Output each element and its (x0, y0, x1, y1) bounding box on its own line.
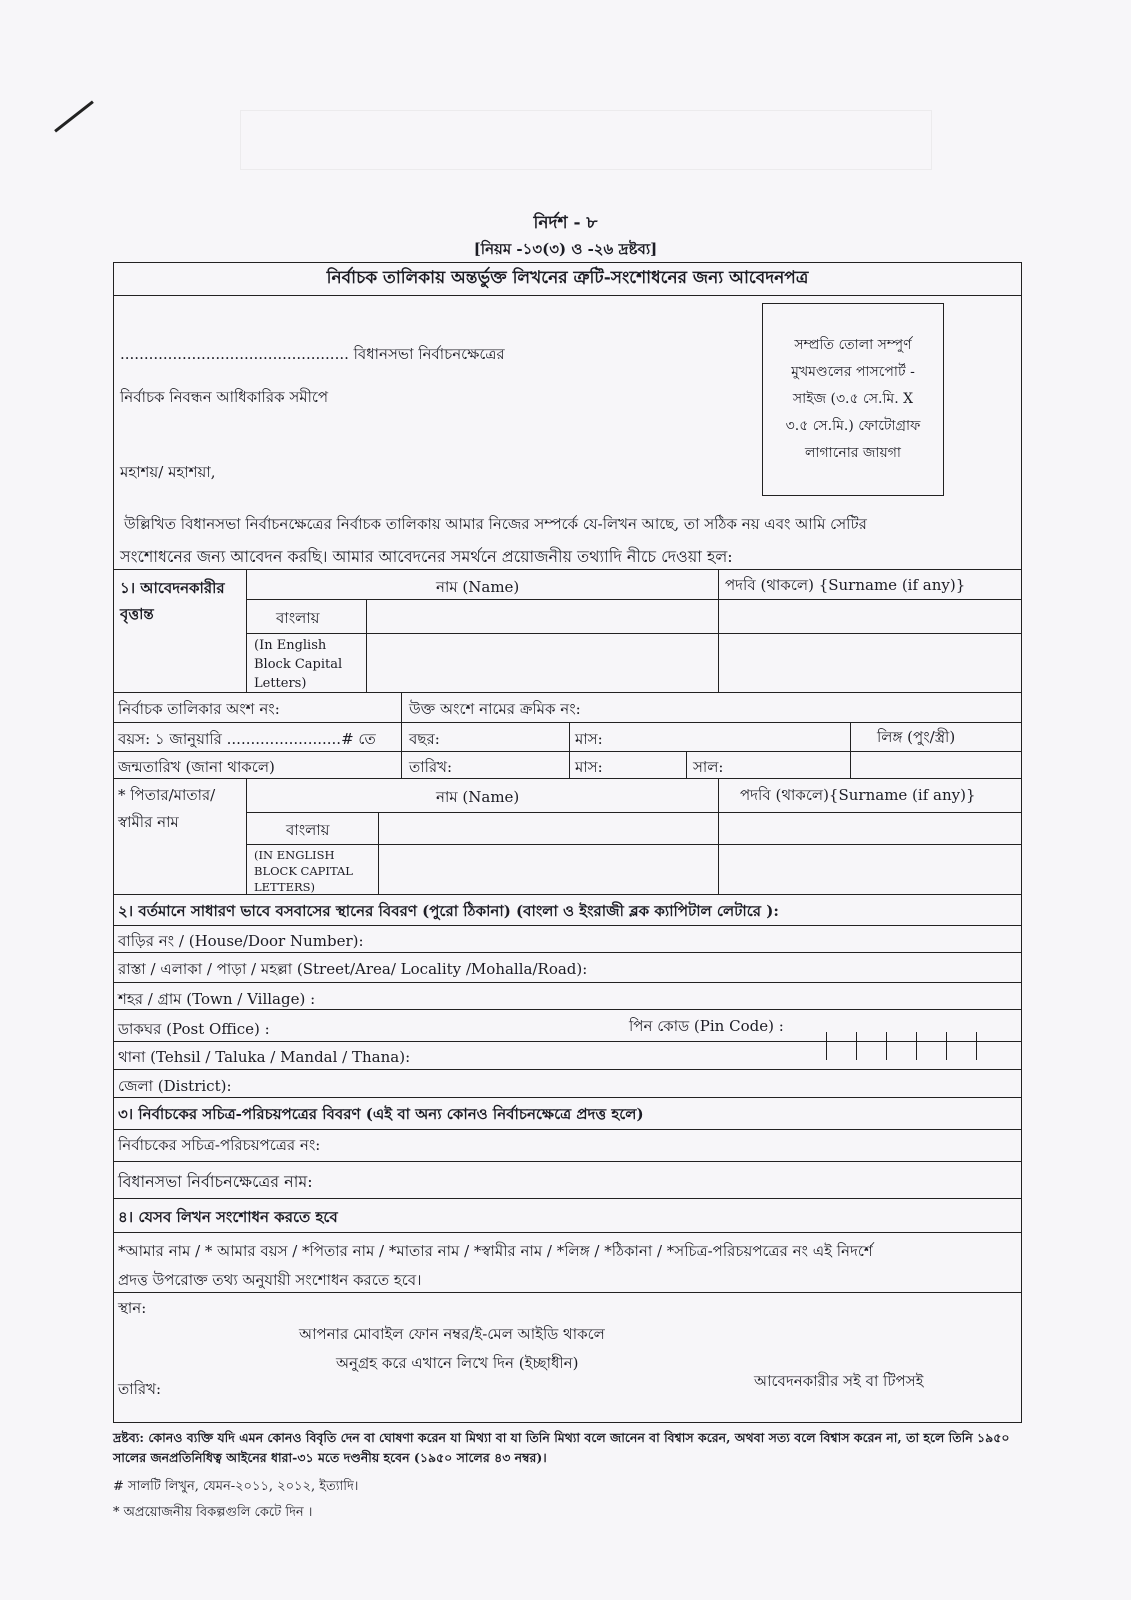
dob-year-field[interactable]: সাল: (693, 758, 724, 776)
constituency-name-field[interactable]: বিধানসভা নির্বাচনক্ষেত্রের নাম: (118, 1172, 313, 1191)
surname-bangla-field[interactable] (719, 600, 1019, 632)
surname-header: পদবি (থাকলে) {Surname (if any)} (725, 576, 966, 594)
english-label-3: Letters) (254, 676, 307, 691)
name-english-field[interactable] (367, 634, 717, 691)
relative-name-header: নাম (Name) (436, 788, 520, 806)
salutation: মহাশয়/ মহাশয়া, (120, 463, 216, 481)
relative-surname-bangla-field[interactable] (719, 813, 1019, 843)
correction-options[interactable]: *আমার নাম / * আমার বয়স / *পিতার নাম / *মাতার নাম / *স্বামীর নাম / *লিঙ্গ / *ঠিকানা / *সচিত্র-পরিচয়পত্রের নং এই নিদর্শে (118, 1242, 873, 1260)
pin-box-4[interactable] (916, 1032, 947, 1060)
year-note: # সালটি লিখুন, যেমন-২০১১, ২০১২, ইত্যাদি। (113, 1479, 359, 1494)
pen-mark (54, 101, 94, 133)
age-month-field[interactable]: মাস: (575, 730, 603, 748)
thana-field[interactable]: থানা (Tehsil / Taluka / Mandal / Thana): (118, 1048, 411, 1066)
place-field[interactable]: স্থান: (118, 1299, 147, 1317)
district-field[interactable]: জেলা (District): (118, 1077, 232, 1095)
name-bangla-field[interactable] (367, 600, 717, 632)
age-year-field[interactable]: বছর: (409, 730, 440, 748)
street-field[interactable]: রাস্তা / এলাকা / পাড়া / মহল্লা (Street/Area/ Locality /Mohalla/Road): (118, 960, 588, 978)
signature-label[interactable]: আবেদনকারীর সই বা টিপসই (754, 1372, 924, 1390)
relative-label-2: স্বামীর নাম (118, 813, 179, 831)
post-office-field[interactable]: ডাকঘর (Post Office) : (118, 1020, 270, 1038)
surname-english-field[interactable] (719, 634, 1019, 691)
pin-box-5[interactable] (946, 1032, 977, 1060)
intro-line-2: সংশোধনের জন্য আবেদন করছি। আমার আবেদনের সমর্থনে প্রয়োজনীয় তথ্যাদি নীচে দেওয়া হল: (120, 547, 733, 566)
photo-placeholder[interactable] (762, 303, 944, 496)
relative-name-bangla-field[interactable] (379, 813, 717, 843)
rule-reference: [নিয়ম -১৩(৩) ও -২৬ দ্রষ্টব্য] (473, 240, 658, 258)
age-field[interactable]: বয়স: ১ জানুয়ারি ........................# তে (118, 730, 376, 748)
section3-heading: ৩। নির্বাচকের সচিত্র-পরিচয়পত্রের বিবরণ (এই বা অন্য কোনও নির্বাচনক্ষেত্রে প্রদত্ত হলে) (118, 1105, 644, 1123)
part-number-field[interactable]: নির্বাচক তালিকার অংশ নং: (118, 700, 280, 718)
legal-note: দ্রষ্টব্য: কোনও ব্যক্তি যদি এমন কোনও বিবৃতি দেন বা ঘোষণা করেন যা মিথ্যা বা যা তিনি মিথ্যা বলে জানেন বা বিশ্বাস করেন, অথবা সত্য বলে বিশ্বাস করেন না, তা হলে তিনি ১৯৫০ সালের জনপ্রতিনিধিত্ব আইনের ধারা-৩১ মতে দণ্ডনীয় হবেন (১৯৫০ সালের ৪৩ নম্বর)। (113, 1430, 1010, 1465)
section1-heading: ১। আবেদনকারীর (120, 579, 225, 597)
form-number: নির্দশ - ৮ (533, 213, 598, 233)
relative-bangla-label: বাংলায় (286, 821, 330, 839)
relative-name-english-field[interactable] (379, 845, 717, 893)
pin-box-1[interactable] (826, 1032, 857, 1060)
section1-heading-2: বৃত্তান্ত (120, 605, 154, 623)
pin-box-3[interactable] (886, 1032, 917, 1060)
dob-month-field[interactable]: মাস: (575, 758, 603, 776)
relative-surname-english-field[interactable] (719, 845, 1019, 893)
town-field[interactable]: শহর / গ্রাম (Town / Village) : (118, 990, 316, 1008)
pin-box-6[interactable] (976, 1032, 1007, 1060)
relative-english-label-1: (IN ENGLISH (254, 848, 335, 862)
intro-line-1: উল্লিখিত বিধানসভা নির্বাচনক্ষেত্রের নির্বাচক তালিকায় আমার নিজের সম্পর্কে যে-লিখন আছে, তা সঠিক নয় এবং আমি সেটির (124, 515, 867, 533)
contact-line-2[interactable]: অনুগ্রহ করে এখানে লিখে দিন (ইচ্ছাধীন) (336, 1354, 579, 1372)
pin-code-label: পিন কোড (Pin Code) : (629, 1017, 784, 1035)
application-form (113, 262, 1022, 1423)
strike-note: * অপ্রয়োজনীয় বিকল্পগুলি কেটে দিন । (113, 1505, 313, 1520)
relative-label-1: * পিতার/মাতার/ (118, 786, 216, 804)
section4-heading: ৪। যেসব লিখন সংশোধন করতে হবে (118, 1208, 338, 1226)
form-heading: নির্বাচক তালিকায় অন্তর্ভুক্ত লিখনের ত্রুটি-সংশোধনের জন্য আবেদনপত্র (114, 263, 1021, 296)
name-header: নাম (Name) (436, 578, 520, 596)
section2-heading: ২। বর্তমানে সাধারণ ভাবে বসবাসের স্থানের বিবরণ (পুরো ঠিকানা) (বাংলা ও ইংরাজী ব্লক ক্যাপিটাল লেটারে ): (118, 902, 779, 920)
house-number-field[interactable]: বাড়ির নং / (House/Door Number): (118, 932, 364, 950)
relative-english-label-2: BLOCK CAPITAL (254, 864, 353, 878)
dob-date-field[interactable]: তারিখ: (409, 758, 453, 776)
relative-english-label-3: LETTERS) (254, 880, 316, 894)
constituency-line[interactable]: ................................................ বিধানসভা নির্বাচনক্ষেত্রের (120, 345, 505, 363)
bangla-label: বাংলায় (276, 609, 320, 627)
photo-instructions: সম্প্রতি তোলা সম্পুর্ণ মুখমণ্ডলের পাসপোর্ট - সাইজ (৩.৫ সে.মি. X ৩.৫ সে.মি.) ফোটোগ্রাফ লাগানোর জায়গা (785, 337, 921, 461)
english-label-2: Block Capital (254, 657, 343, 672)
dob-label: জন্মতারিখ (জানা থাকলে) (118, 758, 275, 776)
serial-number-field[interactable]: উক্ত অংশে নামের ক্রমিক নং: (409, 700, 581, 718)
date-field[interactable]: তারিখ: (118, 1380, 162, 1398)
english-label-1: (In English (254, 638, 327, 653)
gender-field[interactable]: লিঙ্গ (পুং/স্ত্রী) (877, 728, 956, 746)
bleed-through-box (240, 110, 932, 170)
pin-box-2[interactable] (856, 1032, 887, 1060)
correction-statement: প্রদত্ত উপরোক্ত তথ্য অনুযায়ী সংশোধন করতে হবে। (118, 1271, 422, 1289)
contact-line-1: আপনার মোবাইল ফোন নম্বর/ই-মেল আইডি থাকলে (299, 1325, 605, 1343)
relative-surname-header: পদবি (থাকলে){Surname (if any)} (740, 786, 976, 804)
epic-number-field[interactable]: নির্বাচকের সচিত্র-পরিচয়পত্রের নং: (118, 1136, 321, 1154)
officer-line: নির্বাচক নিবন্ধন আধিকারিক সমীপে (120, 388, 329, 406)
